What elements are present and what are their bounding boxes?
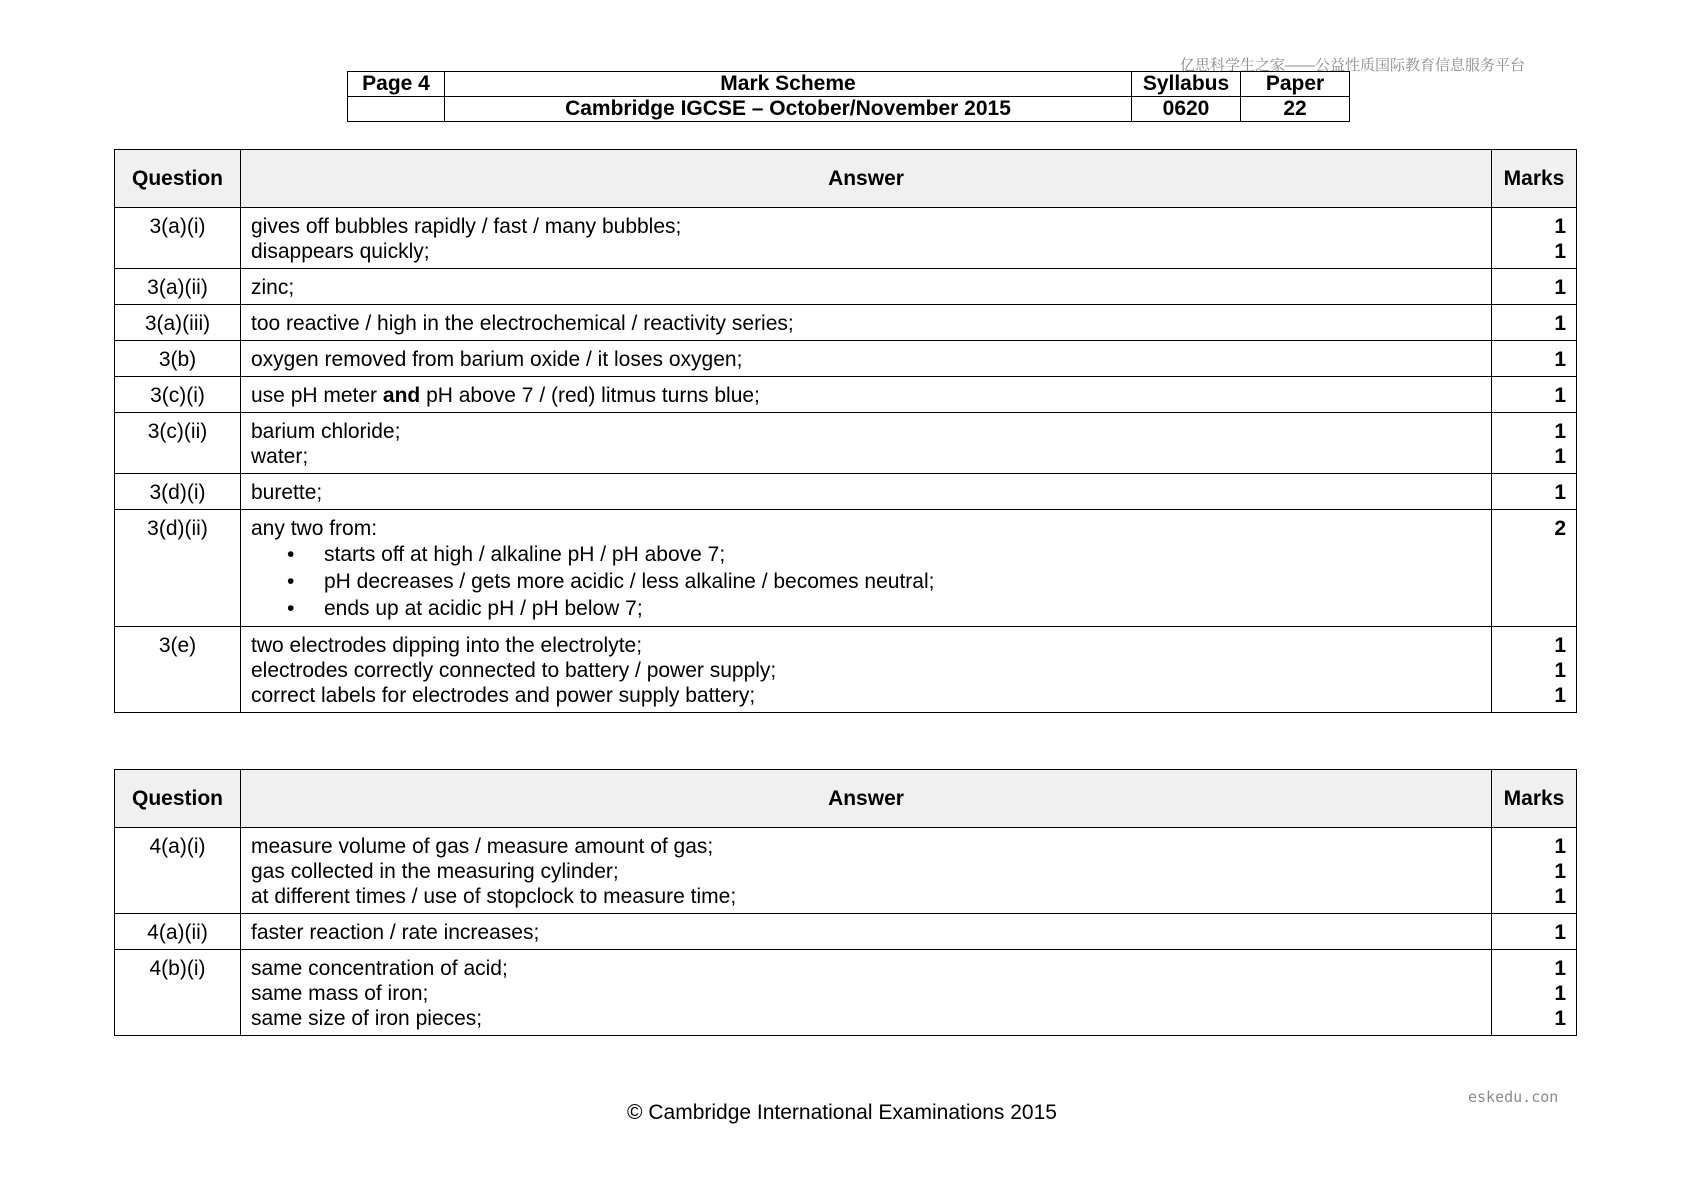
table-header-row <box>115 770 1577 828</box>
answer-cell <box>241 828 1492 914</box>
mark-value: 1 <box>1554 921 1566 944</box>
marks-cell <box>1492 828 1577 914</box>
answer-cell <box>241 341 1492 377</box>
mark-value: 1 <box>1554 860 1566 883</box>
table-row <box>115 413 1577 474</box>
paper-number: 22 <box>1241 97 1350 122</box>
question-number: 3(d)(ii) <box>115 510 241 627</box>
answer-line: same size of iron pieces; <box>251 1007 483 1030</box>
marks-cell <box>1492 208 1577 269</box>
table-row <box>115 914 1577 950</box>
answer-line: gives off bubbles rapidly / fast / many bubbles; <box>251 215 682 238</box>
answer-line <box>251 383 1481 408</box>
answer-line: two electrodes dipping into the electrolyte; <box>251 634 643 657</box>
mark-value: 1 <box>1554 885 1566 908</box>
mark-scheme-table-1 <box>114 149 1577 713</box>
answer-intro: any two from: <box>251 517 378 540</box>
marks-header: Marks <box>1492 150 1577 208</box>
question-number: 3(a)(i) <box>115 208 241 269</box>
mark-value: 2 <box>1554 517 1566 540</box>
marks-cell <box>1492 413 1577 474</box>
question-number: 3(d)(i) <box>115 474 241 510</box>
answer-cell <box>241 474 1492 510</box>
answer-line: faster reaction / rate increases; <box>251 921 540 944</box>
table-row <box>115 627 1577 713</box>
answer-header: Answer <box>241 150 1492 208</box>
mark-value: 1 <box>1554 957 1566 980</box>
table-row <box>115 269 1577 305</box>
question-number: 4(b)(i) <box>115 950 241 1036</box>
page-number: Page 4 <box>348 72 445 97</box>
question-number: 3(a)(ii) <box>115 269 241 305</box>
answer-cell <box>241 627 1492 713</box>
mark-value: 1 <box>1554 276 1566 299</box>
table-row <box>115 341 1577 377</box>
answer-cell <box>241 377 1492 413</box>
table-row <box>115 510 1577 627</box>
answer-line: measure volume of gas / measure amount of gas; <box>251 835 714 858</box>
answer-cell <box>241 510 1492 627</box>
answer-text: use pH meter <box>251 384 383 407</box>
marks-cell <box>1492 950 1577 1036</box>
answer-cell <box>241 914 1492 950</box>
answer-line: burette; <box>251 481 323 504</box>
bullet-item: • ends up at acidic pH / pH below 7; <box>251 595 1481 622</box>
answer-line: same concentration of acid; <box>251 957 508 980</box>
mark-value: 1 <box>1554 312 1566 335</box>
question-number: 4(a)(ii) <box>115 914 241 950</box>
mark-value: 1 <box>1554 1007 1566 1030</box>
mark-value: 1 <box>1554 240 1566 263</box>
mark-value: 1 <box>1554 684 1566 707</box>
answer-line: barium chloride; <box>251 420 401 443</box>
empty-cell <box>348 97 445 122</box>
question-header: Question <box>115 150 241 208</box>
answer-line: gas collected in the measuring cylinder; <box>251 860 619 883</box>
question-number: 3(e) <box>115 627 241 713</box>
question-number: 3(a)(iii) <box>115 305 241 341</box>
answer-line: zinc; <box>251 276 295 299</box>
mark-value: 1 <box>1554 634 1566 657</box>
watermark-url: eskedu.con <box>1468 1088 1559 1106</box>
mark-value: 1 <box>1554 348 1566 371</box>
mark-value: 1 <box>1554 445 1566 468</box>
answer-line: oxygen removed from barium oxide / it loses oxygen; <box>251 348 743 371</box>
marks-cell <box>1492 474 1577 510</box>
question-number: 3(b) <box>115 341 241 377</box>
answer-line: water; <box>251 445 309 468</box>
table-row <box>115 474 1577 510</box>
mark-scheme-table-2 <box>114 769 1577 1036</box>
marks-cell <box>1492 341 1577 377</box>
marks-cell <box>1492 914 1577 950</box>
answer-line: too reactive / high in the electrochemical / reactivity series; <box>251 312 794 335</box>
marks-cell <box>1492 510 1577 627</box>
bullet-item: • pH decreases / gets more acidic / less alkaline / becomes neutral; <box>251 568 1481 595</box>
bullet-list <box>251 541 1481 622</box>
answer-cell <box>241 413 1492 474</box>
marks-header: Marks <box>1492 770 1577 828</box>
table-header-row <box>115 150 1577 208</box>
paper-label: Paper <box>1241 72 1350 97</box>
table-row <box>115 377 1577 413</box>
question-number: 4(a)(i) <box>115 828 241 914</box>
answer-header: Answer <box>241 770 1492 828</box>
answer-line: electrodes correctly connected to battery / power supply; <box>251 659 777 682</box>
marks-cell <box>1492 627 1577 713</box>
answer-text: pH above 7 / (red) litmus turns blue; <box>420 384 760 407</box>
table-row <box>115 828 1577 914</box>
answer-emphasis: and <box>382 384 421 407</box>
syllabus-label: Syllabus <box>1132 72 1241 97</box>
mark-value: 1 <box>1554 215 1566 238</box>
mark-value: 1 <box>1554 481 1566 504</box>
answer-cell <box>241 950 1492 1036</box>
marks-cell <box>1492 377 1577 413</box>
mark-value: 1 <box>1554 384 1566 407</box>
answer-line: correct labels for electrodes and power supply battery; <box>251 684 756 707</box>
answer-cell <box>241 208 1492 269</box>
table-row <box>115 950 1577 1036</box>
answer-line: at different times / use of stopclock to measure time; <box>251 885 737 908</box>
marks-cell <box>1492 305 1577 341</box>
document-title: Mark Scheme <box>445 72 1132 97</box>
answer-line: disappears quickly; <box>251 240 430 263</box>
question-number: 3(c)(i) <box>115 377 241 413</box>
answer-line: same mass of iron; <box>251 982 429 1005</box>
table-row <box>115 208 1577 269</box>
marks-cell <box>1492 269 1577 305</box>
watermark-text: 亿思科学生之家——公益性质国际教育信息服务平台 <box>1180 57 1526 74</box>
mark-value: 1 <box>1554 659 1566 682</box>
question-header: Question <box>115 770 241 828</box>
question-number: 3(c)(ii) <box>115 413 241 474</box>
bullet-item: • starts off at high / alkaline pH / pH above 7; <box>251 541 1481 568</box>
syllabus-code: 0620 <box>1132 97 1241 122</box>
table-row <box>115 305 1577 341</box>
document-subtitle: Cambridge IGCSE – October/November 2015 <box>445 97 1132 122</box>
mark-value: 1 <box>1554 420 1566 443</box>
answer-cell <box>241 269 1492 305</box>
mark-value: 1 <box>1554 835 1566 858</box>
answer-cell <box>241 305 1492 341</box>
header-table <box>347 71 1350 122</box>
mark-value: 1 <box>1554 982 1566 1005</box>
copyright-footer: © Cambridge International Examinations 2015 <box>627 1101 1057 1124</box>
